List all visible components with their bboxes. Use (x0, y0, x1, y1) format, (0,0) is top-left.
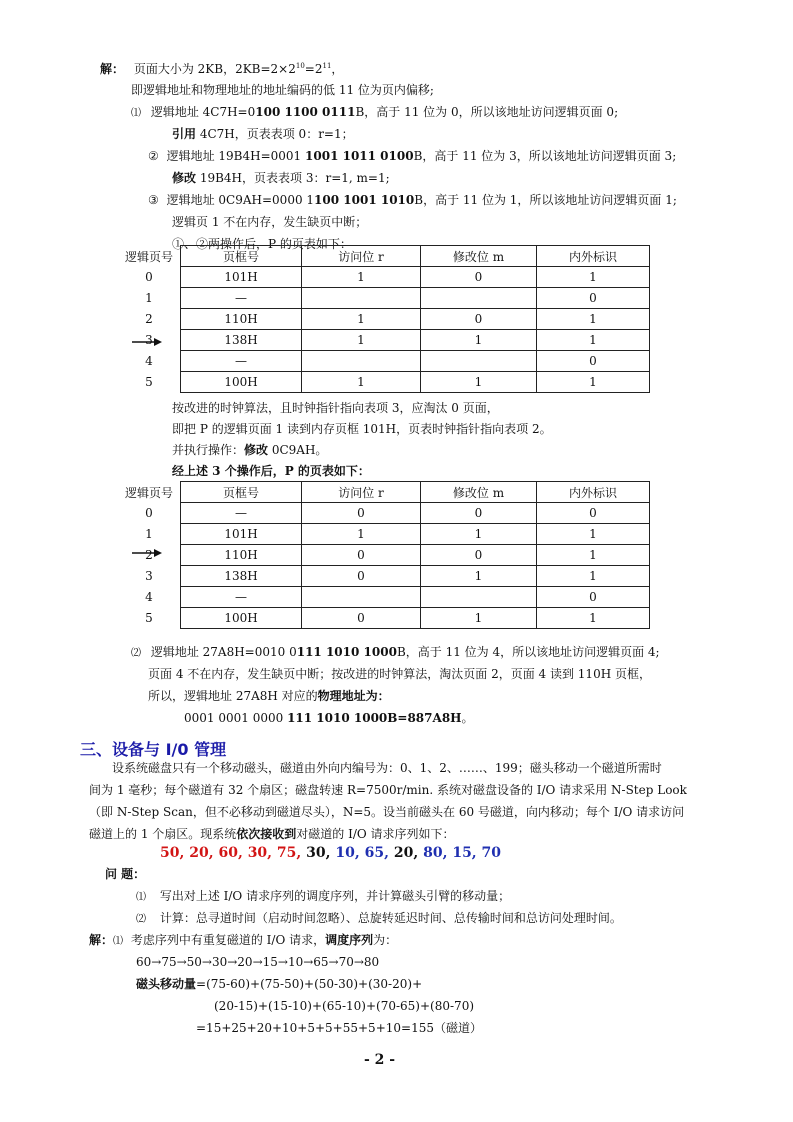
q2-line-1: ⑵ 逻辑地址 27A8H=0010 0111 1010 1000B，高于 11 位为 4，所以该地址访问逻辑页面 4; (131, 645, 660, 659)
table-cell: 4 (145, 354, 153, 368)
table-row (118, 351, 650, 372)
table-cell (302, 587, 421, 608)
table-cell (421, 351, 537, 372)
item-2-modify: 修改 19B4H，页表表项 3：r=1, m=1; (172, 171, 390, 185)
table-cell: 138H (181, 330, 302, 351)
table-cell: 0 (302, 566, 421, 587)
item-3-line: ③ 逻辑地址 0C9AH=0000 1100 1001 1010B，高于 11 位为 1，所以该地址访问逻辑页面 1; (148, 193, 677, 207)
table-cell (302, 351, 421, 372)
table-cell: 1 (302, 267, 421, 288)
table-cell: 1 (421, 330, 537, 351)
table-row (118, 587, 650, 608)
page-table-2 (118, 481, 650, 629)
item-2-line: ② 逻辑地址 19B4H=0001 1001 1011 0100B，高于 11 位为 3，所以该地址访问逻辑页面 3; (148, 149, 677, 163)
table-cell: 1 (302, 309, 421, 330)
section-heading: 三、设备与 I/0 管理 (80, 740, 227, 759)
section-para-line-1: 设系统磁盘只有一个移动磁头，磁道由外向内编号为：0、1、2、……、199；磁头移动一个磁道所需时 (112, 761, 662, 775)
table-cell (421, 288, 537, 309)
table-cell: 1 (537, 372, 650, 393)
after-line-4: 经上述 3 个操作后，P 的页表如下： (172, 464, 370, 478)
table-cell: 3 (145, 569, 153, 583)
section-para-line-3: （即 N-Step Scan，但不必移动到磁道尽头），N=5。设当前磁头在 60 号磁道，向内移动；每个 I/O 请求访问 (89, 805, 685, 819)
table-cell: 0 (421, 309, 537, 330)
table-cell: 1 (537, 608, 650, 629)
table-cell: 138H (181, 566, 302, 587)
table-header-cell: 访问位 r (302, 482, 421, 503)
q2-line-3: 所以，逻辑地址 27A8H 对应的物理地址为： (148, 689, 390, 703)
item-1-reference: 引用 4C7H，页表表项 0：r=1； (172, 127, 354, 141)
solution-label: 解： (100, 62, 125, 76)
table-cell: 1 (302, 330, 421, 351)
table-header-cell: 页框号 (181, 482, 302, 503)
table-header-cell: 内外标识 (537, 246, 650, 267)
head-movement-line-2: (20-15)+(15-10)+(65-10)+(70-65)+(80-70) (214, 999, 475, 1013)
table-row (118, 608, 650, 629)
clock-pointer-arrow-icon (132, 548, 162, 558)
table-cell: 1 (421, 566, 537, 587)
questions-label: 问 题： (105, 867, 146, 881)
table-cell: 1 (145, 291, 153, 305)
table-cell: 0 (421, 545, 537, 566)
table-row (118, 545, 650, 566)
table-header-row (118, 246, 650, 267)
table-cell: 101H (181, 524, 302, 545)
table-header-row (118, 482, 650, 503)
table-cell: 0 (145, 506, 153, 520)
item-3-page-fault: 逻辑页 1 不在内存，发生缺页中断； (172, 215, 368, 229)
table-row (118, 288, 650, 309)
table-row (118, 267, 650, 288)
solution-line-2: 即逻辑地址和物理地址的地址编码的低 11 位为页内偏移; (131, 83, 434, 97)
after-line-2: 即把 P 的逻辑页面 1 读到内存页框 101H，页表时钟指针指向表项 2。 (172, 422, 552, 436)
table-cell: 110H (181, 309, 302, 330)
section-para-line-2: 间为 1 毫秒；每个磁道有 32 个扇区；磁盘转速 R=7500r/min. 系统对磁盘设备的 I/O 请求采用 N-Step Look (89, 783, 687, 797)
table-cell: 1 (537, 566, 650, 587)
table-cell: 1 (537, 309, 650, 330)
table-cell: — (181, 503, 302, 524)
table-cell: 5 (145, 375, 153, 389)
schedule-sequence: 60→75→50→30→20→15→10→65→70→80 (136, 955, 380, 969)
table-cell: 5 (145, 611, 153, 625)
solution-2-line-1: 解：⑴ 考虑序列中有重复磁道的 I/O 请求，调度序列为： (89, 933, 398, 947)
table-cell: 1 (537, 267, 650, 288)
after-line-1: 按改进的时钟算法，且时钟指针指向表项 3，应淘汰 0 页面， (172, 401, 499, 415)
table-cell: — (181, 587, 302, 608)
table-cell: 110H (181, 545, 302, 566)
table-cell: 3 (145, 333, 153, 347)
table-cell: 1 (537, 330, 650, 351)
table-cell: 2 (145, 548, 153, 562)
question-2: ⑵ 计算：总寻道时间（启动时间忽略）、总旋转延迟时间、总传输时间和总访问处理时间。 (136, 911, 622, 925)
table-cell: 0 (145, 270, 153, 284)
table-header-cell: 逻辑页号 (124, 485, 173, 500)
table-cell: 1 (302, 524, 421, 545)
table-row (118, 566, 650, 587)
table-row (118, 372, 650, 393)
page-table-1 (118, 245, 650, 393)
solution-line-1: 解： 页面大小为 2KB，$2KB=2\times 2^{10}=2^{11}$， (100, 62, 344, 76)
table-cell: 100H (181, 372, 302, 393)
table-row (118, 524, 650, 545)
table-cell: 0 (421, 503, 537, 524)
table-cell: 1 (421, 608, 537, 629)
table-cell: 1 (421, 372, 537, 393)
table-cell: 0 (302, 545, 421, 566)
table-header-cell: 访问位 r (302, 246, 421, 267)
table-header-cell: 内外标识 (537, 482, 650, 503)
table-cell: 1 (421, 524, 537, 545)
table-cell: 2 (145, 312, 153, 326)
item-1-line: ⑴ 逻辑地址 4C7H=0100 1100 0111B，高于 11 位为 0，所以该地址访问逻辑页面 0; (131, 105, 619, 119)
table-header-cell: 修改位 m (421, 482, 537, 503)
table-header-cell: 页框号 (181, 246, 302, 267)
table-cell: 0 (537, 503, 650, 524)
head-movement-line-1: 磁头移动量=(75-60)+(75-50)+(50-30)+(30-20)+ (136, 977, 423, 991)
section-para-line-4: 磁道上的 1 个扇区。现系统依次接收到对磁道的 I/O 请求序列如下： (89, 827, 455, 841)
table-cell: 1 (145, 527, 153, 541)
request-sequence: 50, 20, 60, 30, 75, 30, 10, 65, 20, 80, 15, 70 (160, 845, 502, 861)
page-number: - 2 - (364, 1052, 396, 1068)
table-header-cell: 修改位 m (421, 246, 537, 267)
table-cell: 1 (537, 524, 650, 545)
table-cell: 0 (537, 587, 650, 608)
table-cell: — (181, 351, 302, 372)
clock-pointer-arrow-icon (132, 337, 162, 347)
table-row (118, 330, 650, 351)
table-cell: 0 (302, 608, 421, 629)
table-cell: 0 (421, 267, 537, 288)
table-cell (302, 288, 421, 309)
table-cell: 4 (145, 590, 153, 604)
table-cell: 0 (302, 503, 421, 524)
table-cell: 0 (537, 351, 650, 372)
head-movement-total: =15+25+20+10+5+5+55+5+10=155（磁道） (196, 1021, 482, 1035)
table-cell: 0 (537, 288, 650, 309)
table-cell: 1 (537, 545, 650, 566)
table-cell: — (181, 288, 302, 309)
table-row (118, 309, 650, 330)
q2-line-2: 页面 4 不在内存，发生缺页中断；按改进的时钟算法，淘汰页面 2，页面 4 读到 110H 页框， (148, 667, 651, 681)
item-3-table-intro: ①、②两操作后，P 的页表如下： (172, 237, 352, 251)
q2-physical-address: 0001 0001 0000 111 1010 1000B=887A8H。 (184, 711, 474, 725)
question-1: ⑴ 写出对上述 I/O 请求序列的调度序列，并计算磁头引臂的移动量； (136, 889, 511, 903)
table-header-cell: 逻辑页号 (124, 249, 173, 264)
table-row (118, 503, 650, 524)
table-cell (421, 587, 537, 608)
table-cell: 1 (302, 372, 421, 393)
after-line-3: 并执行操作：修改 0C9AH。 (172, 443, 328, 457)
table-cell: 100H (181, 608, 302, 629)
table-cell: 101H (181, 267, 302, 288)
